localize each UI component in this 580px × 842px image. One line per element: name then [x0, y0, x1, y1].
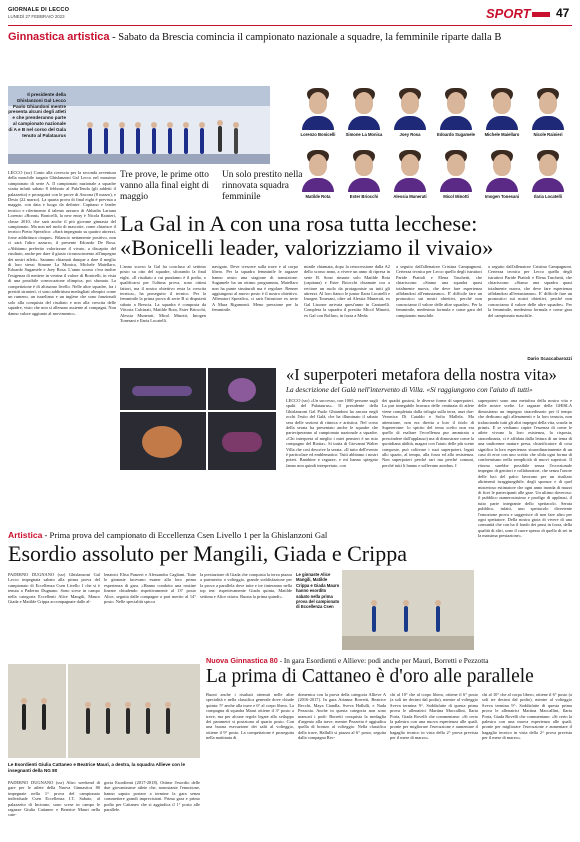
athlete-name: Imogen Tonesani — [484, 194, 520, 199]
article1-column-1: LECCO (ssr) Conto alla rovescia per la seconda avventura della maschile targata Ghislanzoni Gal Lecco nel massimo campionato di serie A. Il campionato nazionale a squadre scatta infatti sabato 8 febbraio al PalaTenda (gli addetti il palazzetto) e proseguirà con le prove di Ancona (8 marzo), e Desio (22 marzo). La quarta prova di final eight è prevista a maggio, con data e luogo da definire. Capitano e leader tecnico e riferimento il talento azzurro di Abbadia Lariana Lorenzo «Bonni» Bonicelli, la new entry è Nicola Rainieri, classe 2010, che sarà anche il più giovane ginnasta del campionato. Ma non nel ruolo di mascotte, come chiarisce il tecnico Pietro Spreafico: «Sarà impegnato su quattro attrezzi, forse addirittura cinque». Bilancio nettamente positivo, non ci sarà l'altro azzurro, il presente Edoardo De Rosa. «Abbiamo preferito valorizzare il vivaio, a discapito del risultato, anche per dare il giusto riconoscimento all'impegno dei nostri atleti». Saranno chiamati dunque a dare il meglio di loro stessi Simone La Monica, Michele Maiellaro, Edoardo Sugamele e Joey Rosa. L'anno scorso c'era inoltre l'esigenza di mettere in vetrina il valore di Bonicelli, in vista di una possibile convocazione olimpica, poi sfumata. La competizione è di altissimo livello. Nelle altre squadre, fra i prestiti stranieri, ci sono addirittura medagliati olimpici come un rumeno, un israeliano e un inglese che sono funzionali solo alla conquista del risultato e non alla crescita delle squadre, visto che non si allenano assieme al compagni. Non danno valore aggiunto al movimento». — [8, 170, 116, 316]
article1-kicker-line — [8, 30, 572, 45]
article4-column-4: domenica con la prova della categoria Allieve A (2016-2017). In gara Arianna Borretti, Beatrice Recchi, Maya Ciandla, Sveva Hallulli, e Nada Pezzotta. Anche in questa categoria non sono mancati i podi: Borretti conquista la medaglia d'argento alla trave, mentre Pezzotta è aggiudica quella di bronzo al volteggio. Nella classifica della trave, Hallulli si piazza al 6° posto, seguita dalla compagna Rec- — [298, 692, 386, 741]
article2-column-1: LECCO (ssr) «Un successo, con 1000 persone sugli spalti del Palataurus». Il presidente della Ghislanzoni Gal Paolo Ghiandoni ha ancora negli occhi l'esito del Galà, che ha illuminato il sabato sera delle sezioni di ritmica e artistica. Nel corso della serata ha presentato anche le squadre che parteciperanno al campionato nazionale a squadre. «Chi interpreta al meglio i miei pensieri è un mio compagno del Riotta». Si tratta di Giovanni Walter Villa che così descrive la serata. «Il tutto dell'evento è particolare ed emblematico: Tutti abbiamo i nostri poteri. Bambine e ragazze, e mi hanno spiegato fanno non quindi interpretato, con — [286, 398, 378, 468]
athlete-name: Ilaria Locatelli — [534, 194, 562, 199]
article1-column-3: navigato. Deve crescere sulla trave e al corpo libero. Per la squadra femminile le ragazze hanno avuto una stagione di transizione. Sugamele ha un ottimo programma, Maiellaro non ha punte strutturali ma è regolare. Renner aggiungono al nuovo posto è il nostro obiettivo. Allenatori Spreafico, ci sarà l'istruttore ex serie A Mara Rigamonti. Meno pressione per la femminile. — [212, 264, 298, 313]
athlete-name: Simone La Monica — [345, 132, 383, 137]
section-bar — [532, 12, 550, 17]
article4-kicker-line — [206, 656, 572, 665]
article4-column-3: Buoni anche i risultati ottenuti nelle altre specialità e nella classifica generale dove chiude quinta: 5° anche alla trave e 6° al corpo libero. La compagna di squadra Mauri ottiene il 3° posto a trave, ma per alcune regole legate allo sviluppo dei parametri si posiziona al quarto posto. Con una buona esecuzione dei salti al volteggio, ottiene il 9° posto. La competizione è proseguita nella mattinata di — [206, 692, 294, 741]
article2-headline: «I superpoteri metafora della nostra vita» — [286, 365, 557, 384]
athlete-name: Matilde Rota — [305, 194, 331, 199]
athlete-name: Edoardo Sugamele — [437, 132, 475, 137]
article3-subhead: - Prima prova del campionato di Eccellenza Csen Livello 1 per la Ghislanzoni Gal — [42, 530, 328, 540]
team-photo-floor — [8, 154, 270, 164]
paper-name: GIORNALE DI LECCO — [8, 7, 70, 13]
gala-photo-3 — [120, 412, 206, 470]
article1-column-2: L'anno scorso la Gal ha concluso al settimo posto su otto del squadre, sfiorando la final eight. «Il risultato a cui puntiamo è il podio, o qualificarsi per l'ultima prova, sono ottimi fattori, ma il nostro obiettivo resta la crescita tecnica», ha proseguito il tecnico. Per la femminile la prima prova di serie B si disputerà sabato a Brescia. La squadra è composta da Vittoria Calcinati, Matilde Rota, Ester Briocchi, Alessia Munerati, Micol Minotti, Imogen Tonesani e Ilaria Locatelli. — [120, 264, 206, 324]
article1-subhead: - Sabato da Brescia comincia il campionato nazionale a squadre, la femminile riparte dalla B — [109, 32, 502, 43]
article2-subhead: La descrizione del Galà nell'intervento di Villa. «Si raggiungono con l'aiuto di tutti» — [286, 385, 533, 394]
issue-date: LUNEDÌ 27 FEBBRAIO 2023 — [8, 14, 65, 19]
masthead — [8, 4, 572, 26]
article1-headline — [120, 212, 576, 260]
article1-column-6: a seguito dall'allenatore Cristina Campagnoni. Certezza tecnica per Lecco quello degli istruttori Paride Piattoli e Elena Taschetti, che chiariscono: «Siamo una squadra quasi totalmente nuova, che deve fare esperienza affidandosi all'entusiasmo». E' difficile fare un pronostico sui nostri obiettivi, perché non conosciamo il valore delle altre squadre». Per la femminile, medesima formula e come gara del campionato maschile. — [488, 264, 572, 318]
article1-deck-left: Tre prove, le prime otto vanno alla final eight di maggio — [120, 170, 210, 202]
article2-column-3: superpoteri sono una metafora della nostra vita e delle nostre scelte. Le ragazze della GHISLA dimostrano un impegno straordinario per il tempo che dedicano agli allenamenti e la loro tenacia, non tralasciando tutti gli altri impegni della vita, scuola in primis. E se vediamo capire l'essenza di come le atlete vivono la loro esistenza, la risposta, straordinaria, ci è affidata dalla lettura di un tema di una undicenne mature presa, chiarificatore di cosa significa la loro esperienza: straordinariamente di un caso di eroe con uno scritto che sfida ogni forma di conformismo nella semplicità di nuovi superiori. Il ritorno sarebbe possibile senza l'eccezionale impegno di genitori e collaboratori, che senza l'onore delle luci del palco lavorano per un risultato altrimenti irraggiungibile, degli sponsor e di quel misterioso estimatore che ogni anno inonda di mazzi di fiori le partecipanti alle gare. Un ultimo doveroso: il pubblico numerosissimo e prodigo di applausi, il tutto parte integrante dello spettacolo. Serata pubblico, infatti, uno spettacolo divertente l'emozione prova e suggerisce di non fare altro per ogni spettatore. Della nostra gioia di vivere di una comunità che con ha il fondo dei passi in forza, della qualità di altri, sono il cuore spesso di quello di sei in la massima prestazione». — [478, 398, 572, 539]
team-photo-caption: Il presidente della Ghislanzoni Gal Lecco Paolo Ghiandoni mentre presenta alcuni degli atleti e che prenderanno parte al campionato nazionale di A e B nel corso del Gala tenuto al Palataurus — [8, 92, 66, 138]
article4-column-1: PADERNO DUGNANO (ssr) Altro weekend di gare per le atlete della Nuova Ginnastica 80 impegnate nella 1^ prova del campionato individuale Csen Eccellenza I.T. Sabato, al palazzetto di Incirano, sono scese in campo le ragazze Giulia Cattaneo e Beatrice Mauri nella cate- — [8, 780, 100, 818]
athlete-name: Alessia Munerati — [393, 194, 427, 199]
article4-subhead: - In gara Esordienti e Allieve: podi anche per Mauri, Borretti e Pezzotta — [277, 656, 489, 665]
article3-column-1: PADERNO DUGNANO (ssr) Ghislanzoni Gal Lecco impegnata sabato alla prima prova del campionato di Eccellenza Csen Livello 1 che si è tenuta a Paderno Dugnano. Sono scese in campo nella categoria Eccellenti Alice Mangili, Mauro Giada e Matilde Crippa accompagnate dalle al- — [8, 572, 100, 605]
article3-column-2: lenatrici Elisa Punzeri e Alessandra Cagliani. Tutte le ginnaste facevano esame alla loro prima esperienza di gara. «Hanno condotto una routine lineare chiudendo rispettivamente al 13° posto Alice, seguita dalle compagne a pari merito al 14° posto. Nelle specialità spicca — [104, 572, 196, 605]
athletes-grid — [294, 86, 574, 212]
article3-headline: Esordio assoluto per Mangili, Giada e Crippa — [8, 541, 407, 566]
section-label: SPORT — [486, 6, 531, 21]
article3-photo-caption: Le ginnaste Alice Mangili, Matilde Crippa e Giada Mauro hanno esordito sabato nella prima prova del campionato di Eccellenza Csen — [296, 572, 340, 610]
article4-kicker: Nuova Ginnastica 80 — [206, 656, 278, 665]
article3-column-3: la prestazione di Giada che conquista la terza piazza a parimerito a volteggio, grande soddisfazione per la prova a parallela dove tutte e tre tinteranno nella top ten: rispettivamente Giada quinta, Matilde settima e Alice ottava. Buona la prima quindi». — [200, 572, 292, 599]
gala-photo-4 — [208, 412, 276, 470]
article2-column-2: dei quadri gustosi, le diverse forme di superpoteri. La pur innegabile bravura delle centinaia di atlete viene completata dalla trilogia sulla terra, anzi due: Veronica Di Cataldo e Sofia Mallela. Ma attenzione, non era diretta a loro il titolo di Supereroine: lo spirito del tema scelto non era quello di esaltare l'eccellenza pur ammirata a prescindere dall'applauso) ma di dimostrare come la quotidiana abilità, magari con l'aiuto delle più scene composte, può coltivare i suoi superpoteri, legati allo spazio, al tempo, alla forza ed alla resistenza. Non superpoteri perché rari ma perché comuni, perché tutti li hanno e sollevano autobus. I — [382, 398, 474, 468]
article4-column-6: chi al 10° che al corpo libero, ottiene il 6° posto (a soli tre decimi dal podio), mentre al volteggio Sveva termina 9^. Soddisfatte di questa prima prova le allenatrici Martina Maccallini, Ilaria Porta, Giada Rovelli che commentano: «Sì certo la palestra con una nuova esperienza alle quali, pronte per migliorare l'esecuzione e aumentare il bagaglio tecnico in vista della 2^ prova prevista per il mese di marzo». — [482, 692, 572, 741]
article1-kicker: Ginnastica artistica — [8, 31, 110, 43]
page-number: 47 — [556, 6, 570, 20]
article1-headline-line2: «Bonicelli leader, valorizziamo il vivaio» — [120, 235, 494, 260]
article4-photo-right — [68, 664, 200, 758]
article4-photo-caption: Le Esordienti Giulia Cattaneo e Beatrice Mauri, a destra, la squadra Allieve con le insegnanti della NG 80 — [8, 762, 186, 773]
article1-deck-right: Un solo prestito nella rinnovata squadra femminile — [222, 170, 303, 202]
athlete-name: Joey Rosa — [399, 132, 421, 137]
article1-column-5: a seguito dall'allenatore Cristina Campagnoni. Certezza tecnica per Lecco quello degli istruttori Paride Piattoli e Elena Taschetti, che chiariscono: «Siamo una squadra quasi totalmente nuova, che deve fare esperienza affidandosi all'entusiasmo». E' difficile fare un pronostico sui nostri obiettivi, perché non conosciamo il valore delle altre squadre». Per la femminile, medesima formula e come gara del campionato maschile. — [396, 264, 482, 318]
athlete-name: Micol Minotti — [443, 194, 469, 199]
article4-headline: La prima di Cattaneo è d'oro alle parallele — [206, 666, 534, 687]
article1-author: Dario Scaccabarozzi — [527, 356, 572, 361]
athlete-name: Ester Briocchi — [349, 194, 379, 199]
article1-headline-line1: La Gal in A con una rosa tutta lecchese: — [120, 211, 478, 236]
article4-column-2: goria Esordienti (2017-2018). Ottime l'esordio delle due giovanissime atlete che, nonostante l'emozione, hanno saputo portare a termine la gara senza commettere grandi imprecisioni. Prima gara e primo podio per Cattaneo che si aggiudica il 1° posto alle parallele. — [104, 780, 200, 813]
athlete-name: Nicole Rainieri — [533, 132, 563, 137]
article3-kicker: Artistica — [8, 530, 43, 540]
article4-photo-left — [8, 664, 66, 758]
athlete-name: Michele Maiellaro — [484, 132, 520, 137]
article1-column-4: minile chiamata, dopo la retrocessione dalla A2 dello scorso anno, a vivere un anno di ripresa in serie B. Sono rimaste solo Matilde Rota (capitana) e Ester Briocchi chiamate ora a recitare un ruolo da protagoniste su tutti gli attrezzi. Al loro fianco le junior Ilaria Locatelli e Imogen Tonesani, oltre ad Alessia Munerati, ex Gal Lissone arrivata quest'anno in Cantarelli. Completa la squadra il prestito Micol Minotti, ex Gal con Rolfaro, in forza a Meda. — [304, 264, 390, 318]
article3-kicker-line — [8, 530, 474, 540]
athlete-name: Lorenzo Bonicelli — [300, 132, 336, 137]
article3-photo — [342, 570, 474, 650]
article4-column-5: chi al 10° che al corpo libero, ottiene il 6° posto (a soli tre decimi dal podio), mentre al volteggio Sveva termina 9^. Soddisfatte di questa prima prova le allenatrici Martina Maccallini, Ilaria Porta, Giada Rovelli che commentano: «Sì certo la palestra con una nuova esperienza alle quali, pronte per migliorare l'esecuzione e aumentare il bagaglio tecnico in vista della 2^ prova prevista per il mese di marzo». — [390, 692, 478, 741]
gala-photo-1 — [120, 368, 206, 410]
gala-photo-2 — [208, 368, 276, 410]
